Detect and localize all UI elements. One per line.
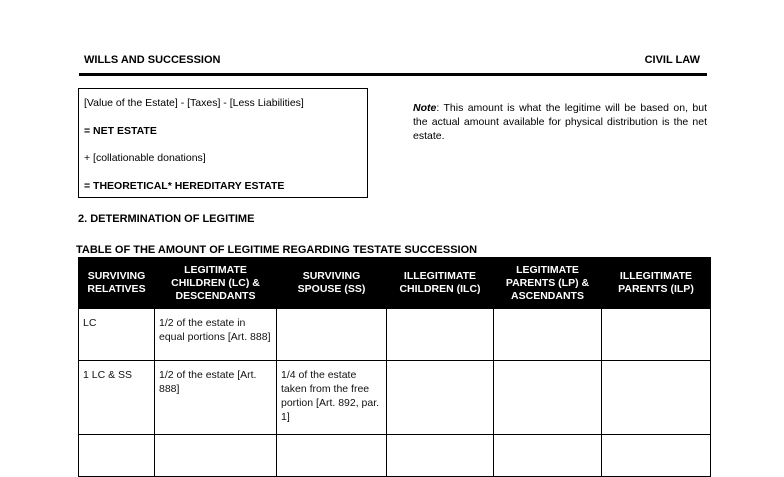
formula-line-net-estate: = NET ESTATE [84,125,157,137]
legitime-table [78,257,711,477]
header-right-title: CIVIL LAW [644,54,700,66]
note-text: : This amount is what the legitime will be based on, but the actual amount available for physical distribution is the net estate. [413,102,707,142]
table-cell [387,309,494,361]
header-left-title: WILLS AND SUCCESSION [84,54,221,66]
table-header-row [79,258,711,309]
table-cell [494,309,602,361]
table-cell: 1/2 of the estate [Art. 888] [155,361,277,435]
table-cell: LC [79,309,155,361]
table-cell [602,309,711,361]
table-cell: 1/2 of the estate in equal portions [Art. 888] [155,309,277,361]
formula-box [78,88,368,198]
note-label: Note [413,102,437,114]
col-header-legitimate-children: LEGITIMATE CHILDREN (LC) & DESCENDANTS [155,258,277,309]
section-heading: 2. DETERMINATION OF LEGITIME [78,213,255,225]
header-rule [79,73,707,76]
table-cell [494,361,602,435]
note-paragraph [413,101,707,143]
table-row [79,309,711,361]
col-header-surviving-relatives: SURVIVING RELATIVES [79,258,155,309]
col-header-illegitimate-parents: ILLEGITIMATE PARENTS (ILP) [602,258,711,309]
table-title: TABLE OF THE AMOUNT OF LEGITIME REGARDING TESTATE SUCCESSION [76,244,478,256]
col-header-surviving-spouse: SURVIVING SPOUSE (SS) [277,258,387,309]
formula-line-estate: [Value of the Estate] - [Taxes] - [Less Liabilities] [84,97,304,109]
col-header-illegitimate-children: ILLEGITIMATE CHILDREN (ILC) [387,258,494,309]
table-cell: 1/4 of the estate taken from the free portion [Art. 892, par. 1] [277,361,387,435]
table-cell: 1 LC & SS [79,361,155,435]
table-cell [277,309,387,361]
table-cell [387,361,494,435]
formula-line-donations: + [collationable donations] [84,152,206,164]
formula-line-hereditary-estate: = THEORETICAL* HEREDITARY ESTATE [84,180,285,192]
table-row [79,361,711,435]
table-cell [602,361,711,435]
col-header-legitimate-parents: LEGITIMATE PARENTS (LP) & ASCENDANTS [494,258,602,309]
page-header [80,54,706,72]
